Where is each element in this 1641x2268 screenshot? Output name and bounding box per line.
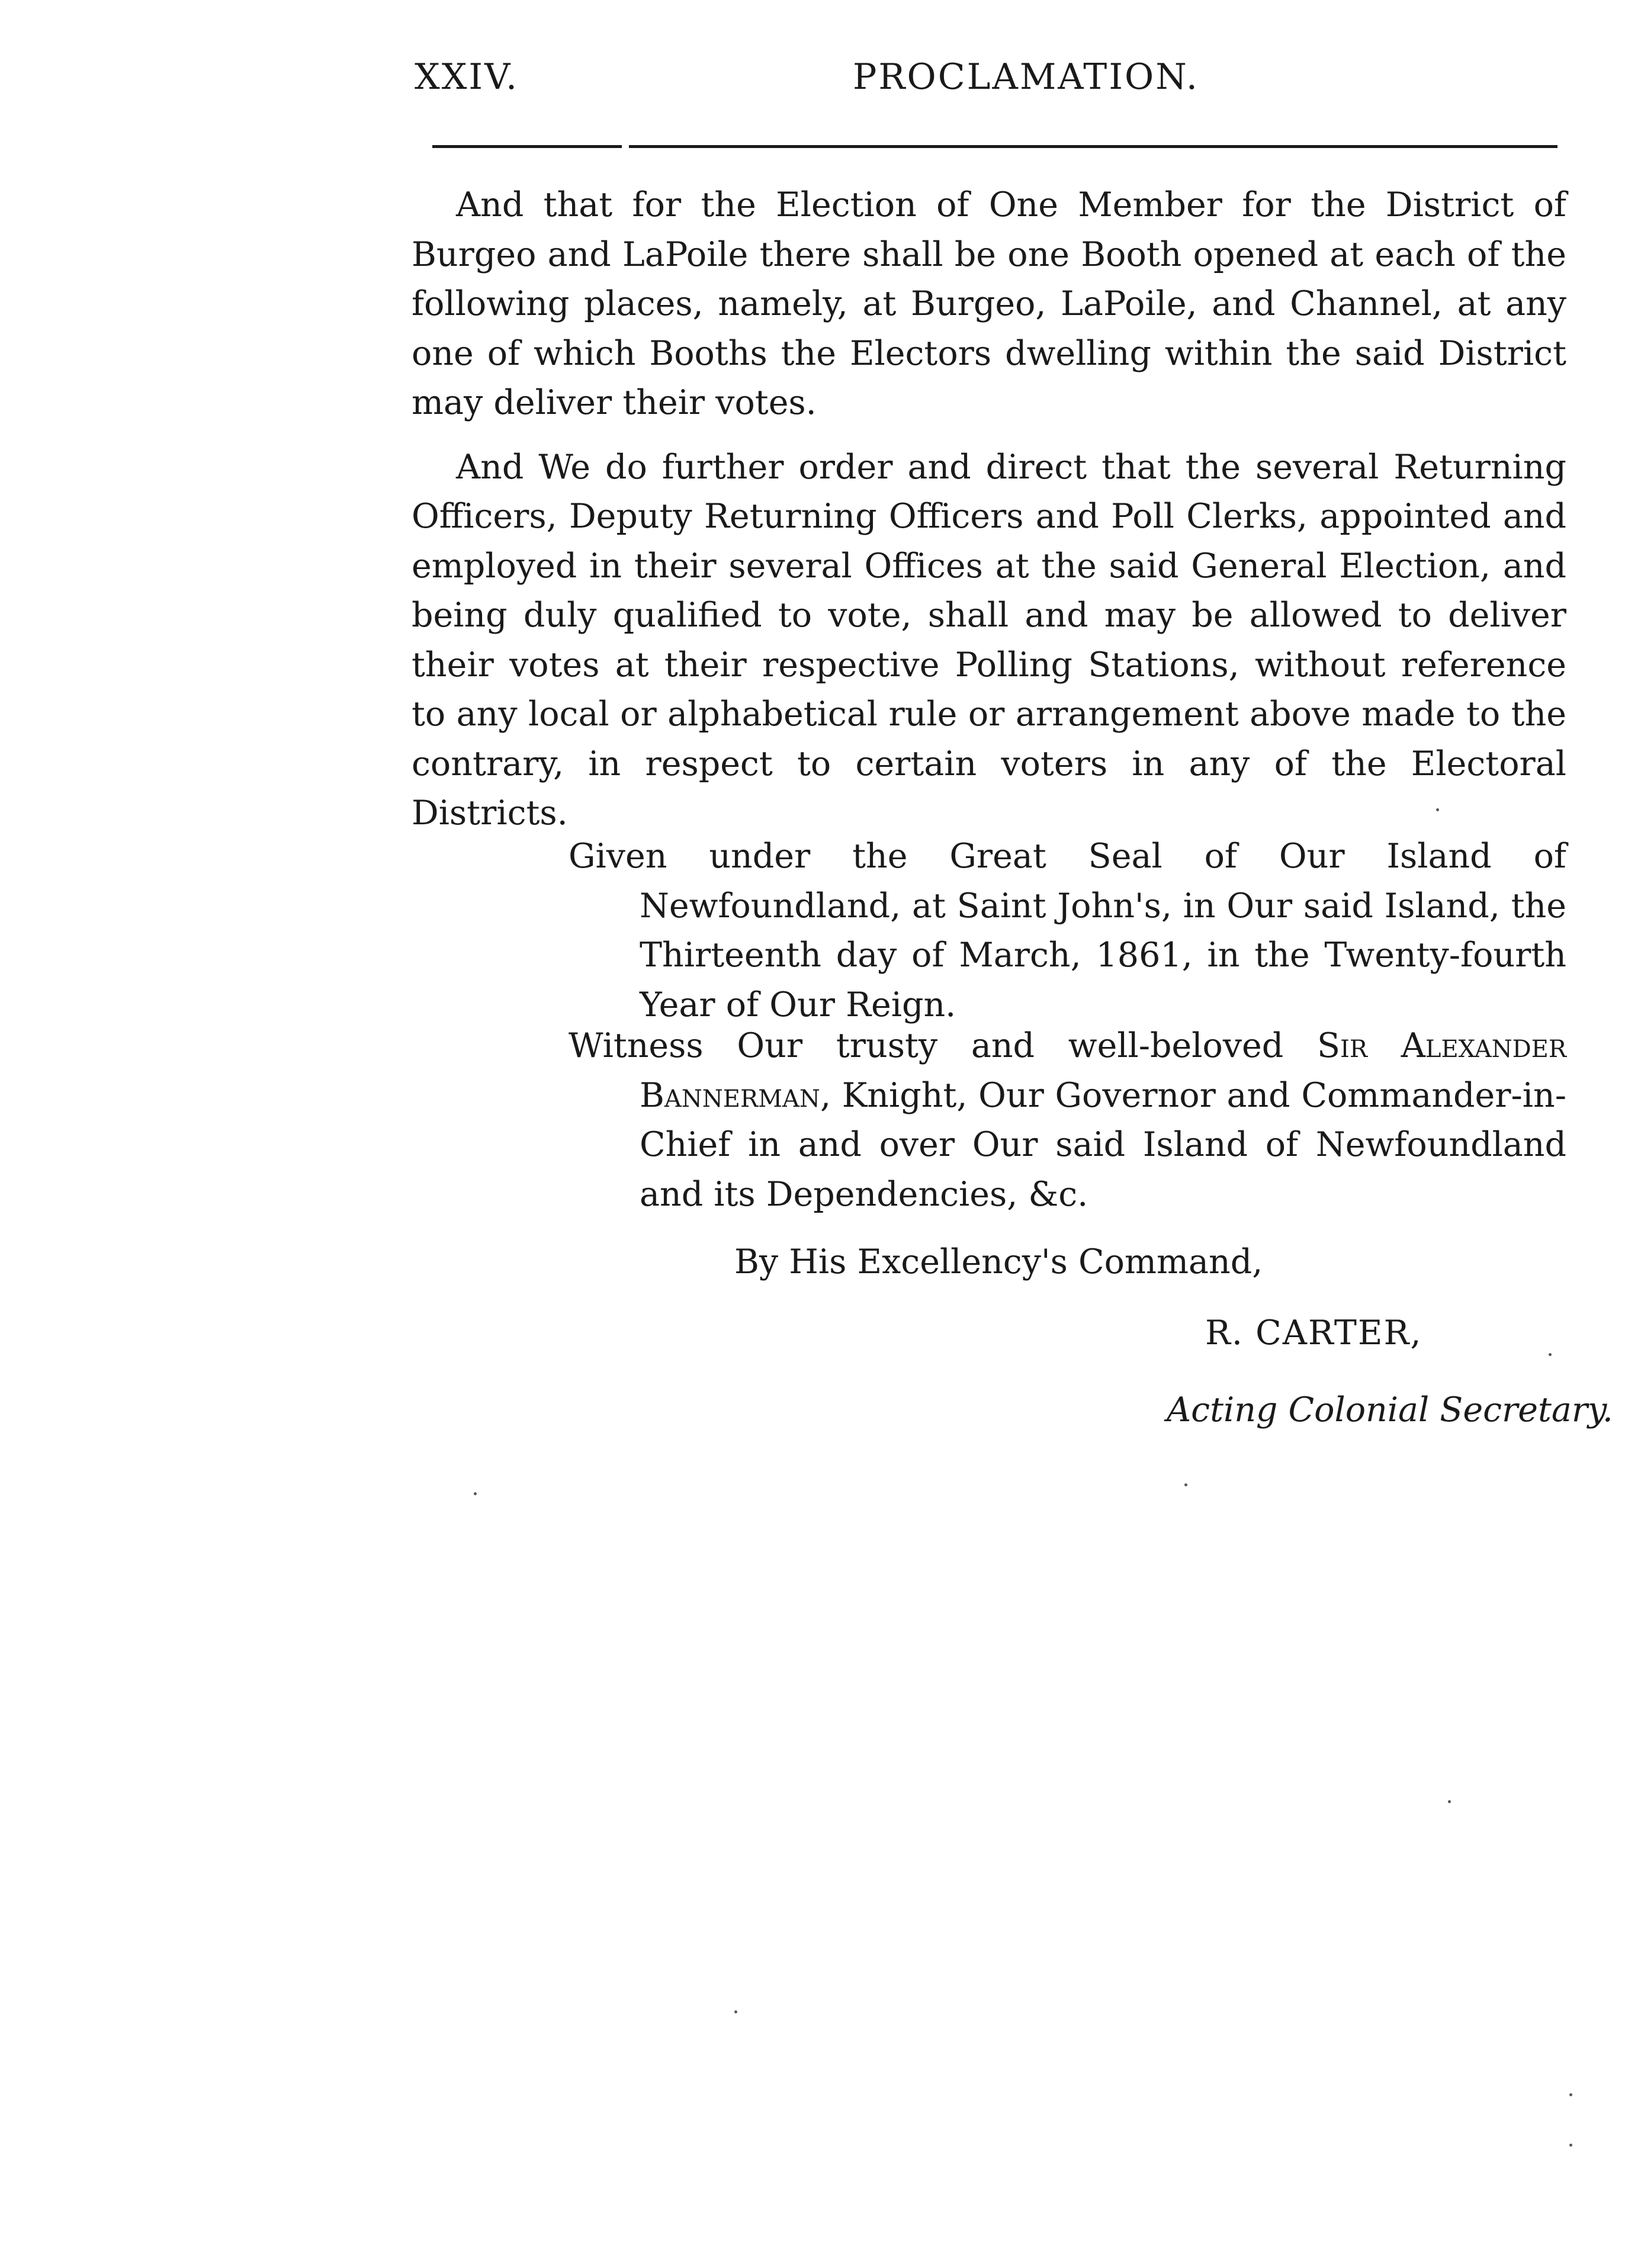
signatory-name: R. CARTER,	[1205, 1313, 1422, 1353]
page-title: PROCLAMATION.	[853, 56, 1199, 98]
witness-text-after: , Knight, Our Governor and Commander-in-Chief in and over Our said Island of Newfoundland and its Dependencies, &c.	[640, 1075, 1566, 1214]
paper-speck	[734, 2010, 737, 2013]
paper-speck	[1549, 1353, 1552, 1356]
signatory-title: Acting Colonial Secretary.	[1167, 1390, 1613, 1429]
paper-speck	[1448, 1800, 1451, 1803]
paper-speck	[474, 1492, 477, 1495]
witness-clause	[569, 1021, 1566, 1219]
paper-speck	[1184, 1483, 1187, 1486]
proclamation-body	[412, 181, 1566, 839]
paper-speck	[1569, 2144, 1572, 2147]
paper-speck	[1436, 808, 1439, 811]
given-under-seal-clause: Given under the Great Seal of Our Island of Newfoundland, at Saint John's, in Our said Island, the Thirteenth day of March, 1861, in the Twenty-fourth Year of Our Reign.	[569, 837, 1566, 1024]
paper-speck	[1569, 2093, 1572, 2096]
governor-name: Sir Alexander Bannerman	[640, 1026, 1566, 1115]
page-number: XXIV.	[415, 56, 519, 98]
running-head	[415, 56, 1569, 121]
paragraph-burgeo-lapoile: And that for the Election of One Member for the District of Burgeo and LaPoile there shall be one Booth opened at each of the following places, namely, at Burgeo, LaPoile, and Channel, at any one of which Booths the Electors dwelling within the said District may deliver their votes.	[412, 185, 1566, 422]
paragraph-returning-officers: And We do further order and direct that the several Returning Officers, Deputy Returning Officers and Poll Clerks, appointed and employed in their several Offices at the said General Election, and being duly qualified to vote, shall and may be allowed to deliver their votes at their respective Polling Stations, without reference to any local or alphabetical rule or arrangement above made to the contrary, in respect to certain voters in any of the Electoral Districts.	[412, 447, 1566, 833]
header-rule	[432, 145, 1557, 148]
command-line: By His Excellency's Command,	[734, 1242, 1263, 1281]
witness-text-before: Witness Our trusty and well-beloved	[569, 1026, 1317, 1065]
